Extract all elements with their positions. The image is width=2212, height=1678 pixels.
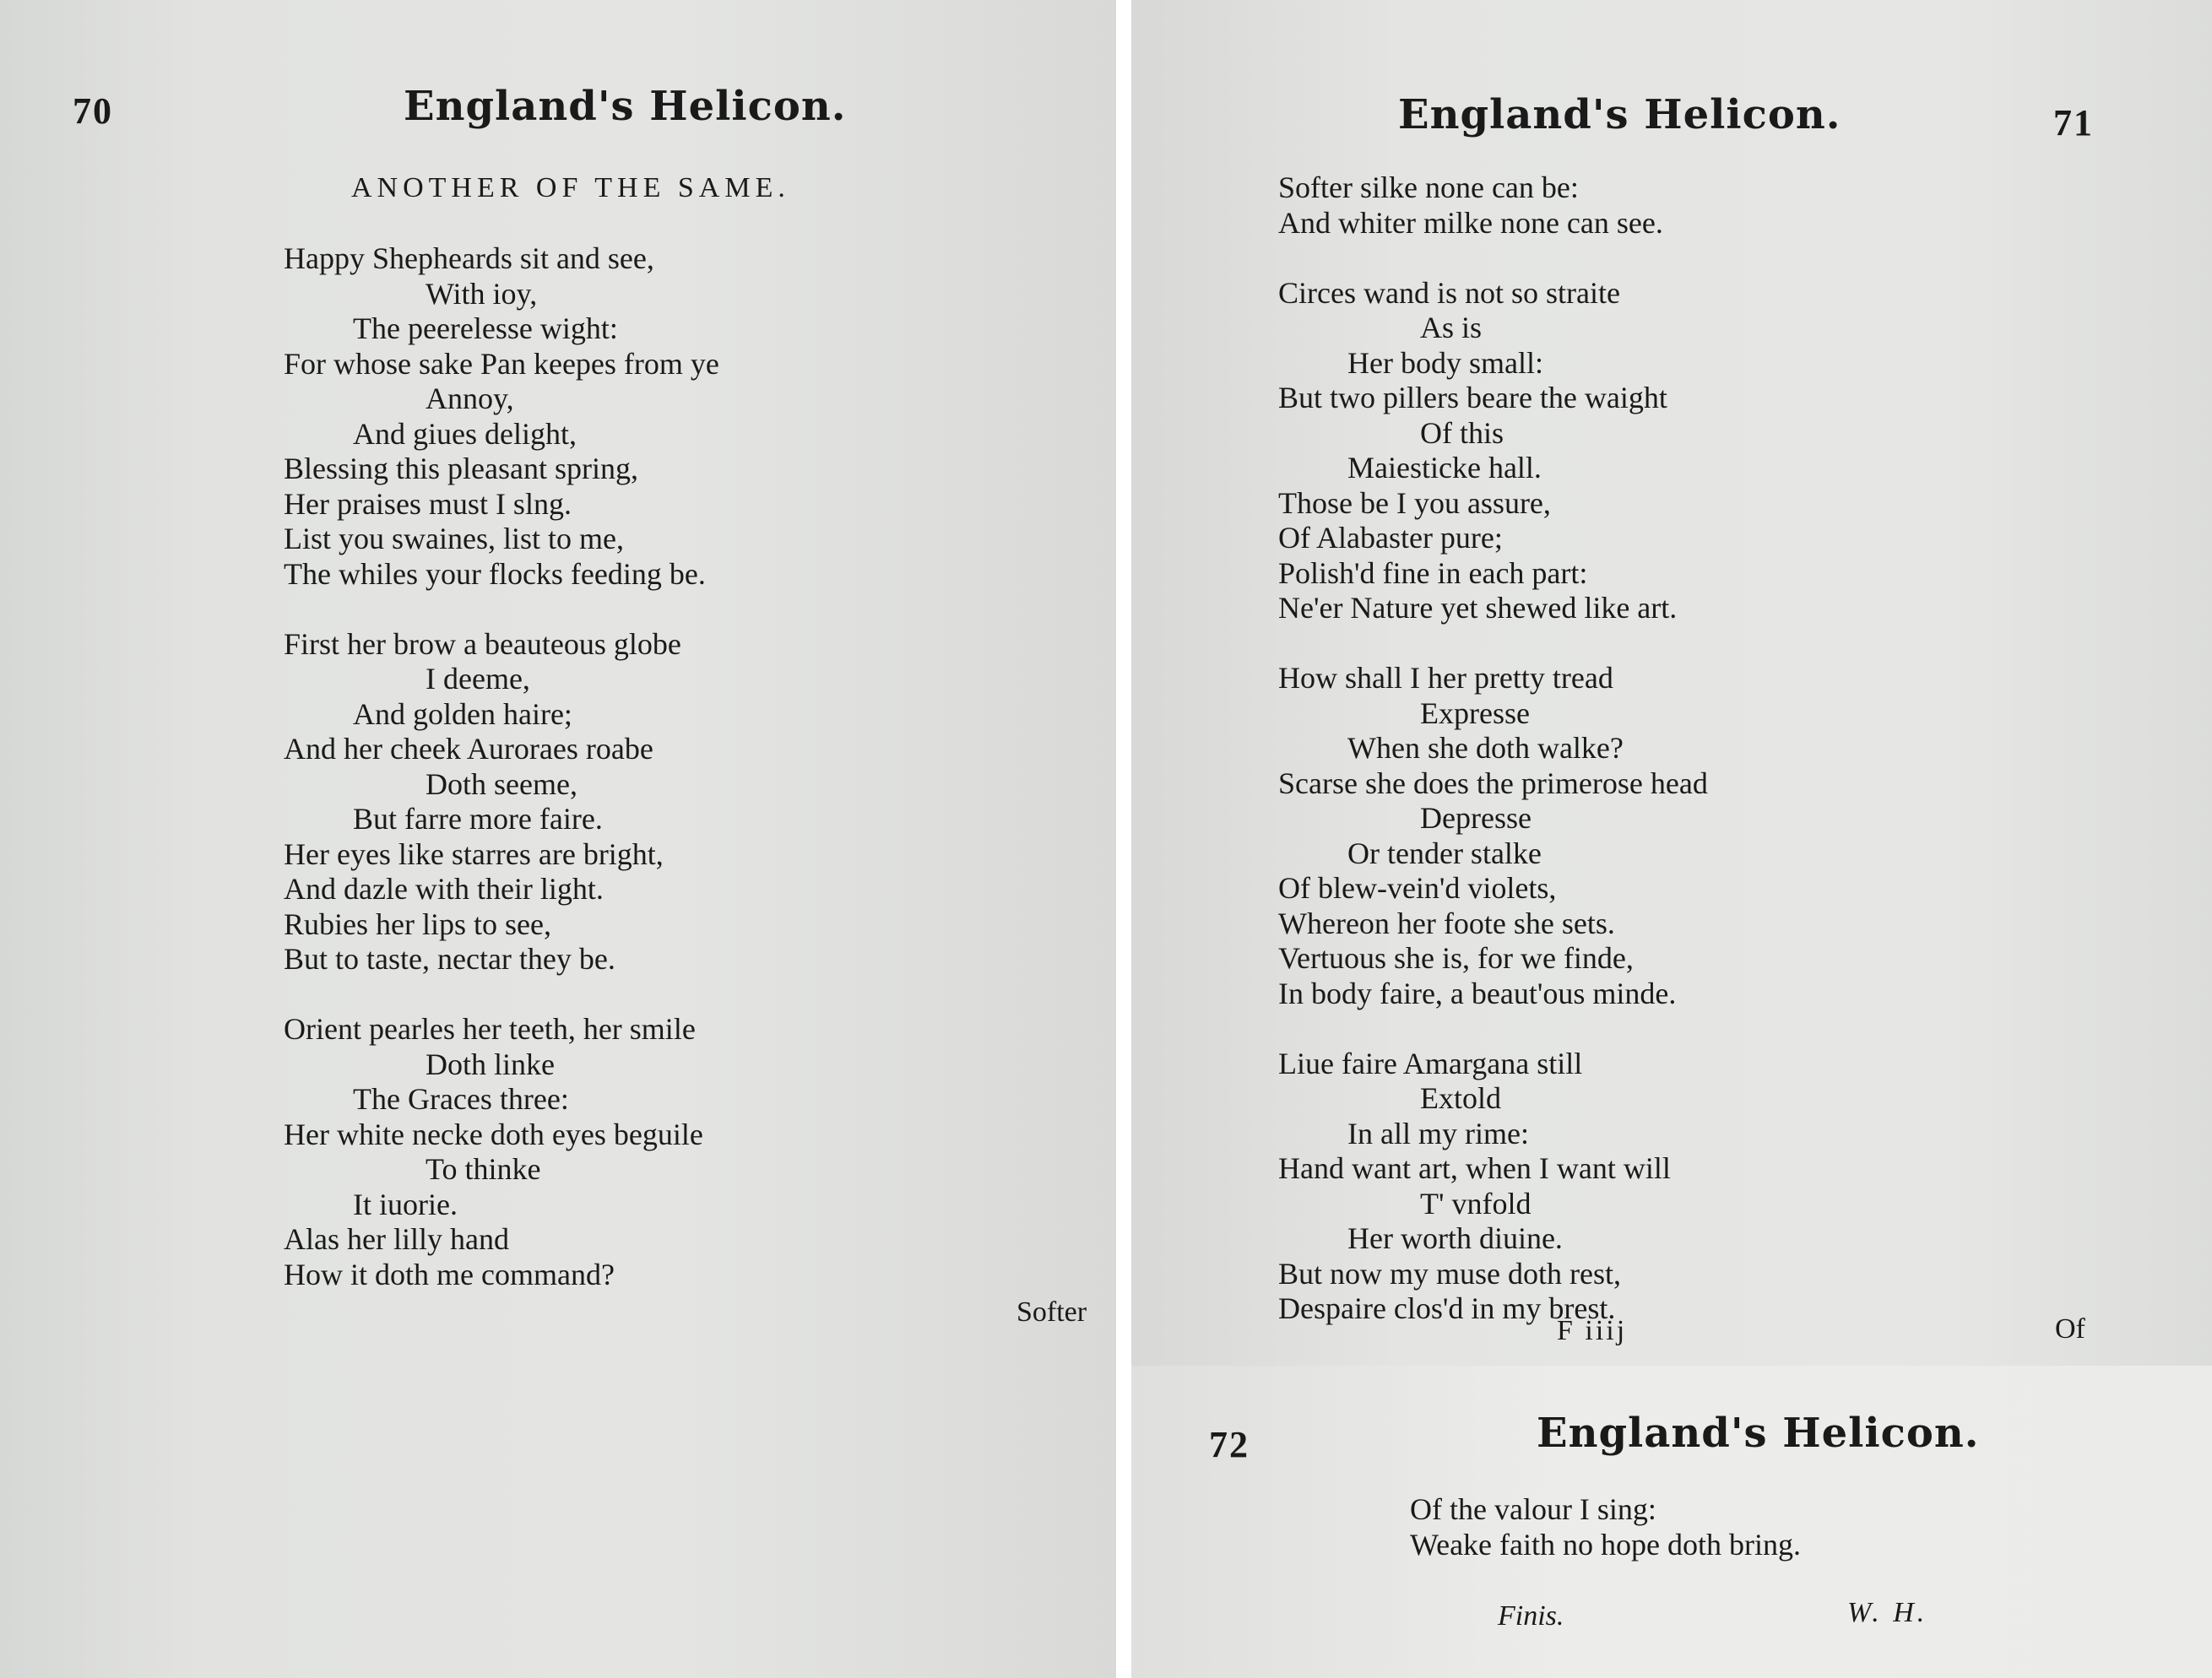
- verse-line: Circes wand is not so straite: [1278, 275, 1620, 310]
- verse-line: Rubies her lips to see,: [284, 907, 551, 941]
- verse-line: The peerelesse wight:: [353, 311, 618, 345]
- stanza-break: [1278, 626, 1708, 662]
- verse-line: But farre more faire.: [353, 802, 603, 836]
- stanza-break: [1278, 241, 1708, 276]
- verse-line: Her body small:: [1347, 345, 1543, 380]
- verse-line: Liue faire Amargana still: [1278, 1046, 1583, 1080]
- verse-line: It iuorie.: [353, 1187, 458, 1221]
- verse-line: I deeme,: [426, 662, 530, 696]
- verse-line: How it doth me command?: [284, 1257, 615, 1291]
- poem-text: [1278, 171, 1708, 1327]
- verse-line: Scarse she does the primerose head: [1278, 766, 1708, 800]
- verse-line: In all my rime:: [1347, 1116, 1529, 1150]
- verse-line: Happy Shepheards sit and see,: [284, 241, 654, 275]
- verse-line: List you swaines, list to me,: [284, 522, 624, 555]
- verse-line: And whiter milke none can see.: [1278, 205, 1663, 240]
- running-head: England's Helicon.: [1537, 1410, 1980, 1457]
- verse-line: Annoy,: [426, 382, 514, 415]
- stanza-break: [1278, 1011, 1708, 1047]
- stanza-break: [284, 592, 719, 627]
- page-71: [1131, 0, 2212, 1366]
- page-number: 72: [1209, 1424, 1250, 1465]
- verse-line: Depresse: [1420, 801, 1532, 835]
- verse-line: Ne'er Nature yet shewed like art.: [1278, 591, 1678, 625]
- page-number: 71: [2053, 102, 2094, 143]
- verse-line: Alas her lilly hand: [284, 1222, 509, 1256]
- catchword: Softer: [1017, 1296, 1087, 1328]
- verse-line: Vertuous she is, for we finde,: [1278, 941, 1634, 975]
- verse-line: With ioy,: [426, 276, 538, 311]
- verse-line: Polish'd fine in each part:: [1278, 555, 1588, 590]
- verse-line: And giues delight,: [353, 416, 577, 451]
- running-head: England's Helicon.: [404, 83, 847, 130]
- catchword: Of: [2055, 1313, 2085, 1345]
- verse-line: Orient pearles her teeth, her smile: [284, 1012, 696, 1046]
- verse-line: But two pillers beare the waight: [1278, 381, 1667, 414]
- verse-line: First her brow a beauteous globe: [284, 626, 681, 661]
- verse-line: Expresse: [1420, 696, 1530, 730]
- verse-line: Her white necke doth eyes beguile: [284, 1117, 703, 1151]
- verse-line: Weake faith no hope doth bring.: [1410, 1527, 1801, 1562]
- verse-line: As is: [1420, 311, 1483, 344]
- poem-text: [284, 241, 719, 1292]
- verse-line: And golden haire;: [353, 696, 572, 731]
- verse-line: Maiesticke hall.: [1347, 451, 1542, 484]
- verse-line: Doth seeme,: [426, 766, 577, 801]
- verse-line: But to taste, nectar they be.: [284, 942, 615, 976]
- verse-line: Hand want art, when I want will: [1278, 1151, 1671, 1185]
- verse-line: Of Alabaster pure;: [1278, 521, 1503, 555]
- running-head: England's Helicon.: [1398, 91, 1841, 138]
- poem-text: [1410, 1492, 1801, 1562]
- verse-line: The whiles your flocks feeding be.: [284, 556, 706, 591]
- verse-line: Of the valour I sing:: [1410, 1492, 1656, 1526]
- verse-line: Extold: [1420, 1081, 1501, 1115]
- verse-line: How shall I her pretty tread: [1278, 661, 1613, 695]
- finis-label: Finis.: [1498, 1600, 1564, 1632]
- signature-mark: F iiij: [1557, 1315, 1628, 1346]
- author-initials: W. H.: [1847, 1597, 1928, 1628]
- verse-line: To thinke: [426, 1152, 541, 1186]
- verse-line: Her worth diuine.: [1347, 1221, 1563, 1255]
- verse-line: Or tender stalke: [1347, 836, 1542, 870]
- verse-line: When she doth walke?: [1347, 731, 1624, 765]
- page-72: [1131, 1366, 2212, 1678]
- verse-line: And dazle with their light.: [284, 872, 604, 906]
- verse-line: The Graces three:: [353, 1082, 569, 1116]
- verse-line: Blessing this pleasant spring,: [284, 452, 638, 485]
- verse-line: Doth linke: [426, 1047, 555, 1081]
- verse-line: And her cheek Auroraes roabe: [284, 732, 653, 766]
- verse-line: But now my muse doth rest,: [1278, 1256, 1621, 1291]
- verse-line: For whose sake Pan keepes from ye: [284, 346, 719, 381]
- verse-line: Those be I you assure,: [1278, 485, 1551, 520]
- verse-line: In body faire, a beaut'ous minde.: [1278, 976, 1677, 1010]
- verse-line: T' vnfold: [1420, 1186, 1532, 1221]
- verse-line: Softer silke none can be:: [1278, 171, 1579, 204]
- verse-line: Her eyes like starres are bright,: [284, 836, 664, 871]
- poem-title: ANOTHER OF THE SAME.: [351, 172, 790, 203]
- page-number: 70: [73, 90, 113, 132]
- verse-line: Whereon her foote she sets.: [1278, 906, 1615, 940]
- verse-line: Of blew-vein'd violets,: [1278, 871, 1557, 905]
- verse-line: Of this: [1420, 415, 1504, 450]
- verse-line: Despaire clos'd in my brest.: [1278, 1291, 1616, 1325]
- stanza-break: [284, 977, 719, 1013]
- verse-line: Her praises must I slng.: [284, 486, 572, 521]
